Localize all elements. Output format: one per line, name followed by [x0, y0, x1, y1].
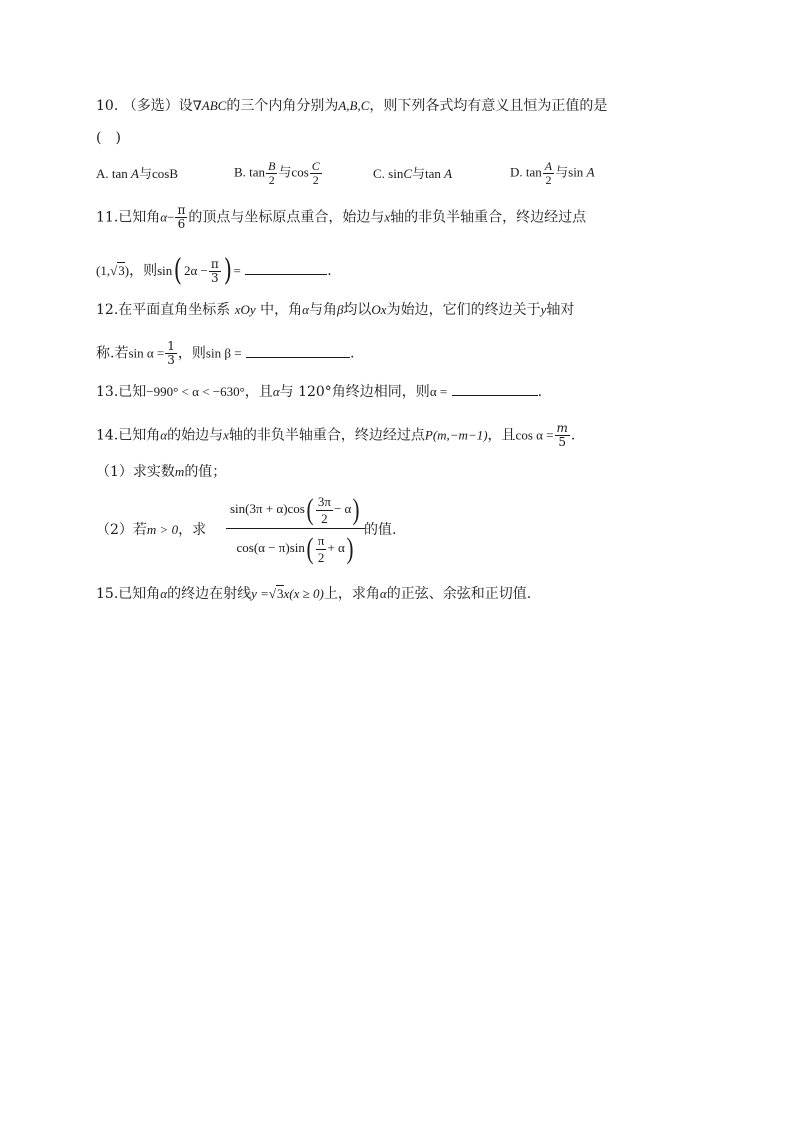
- q14-expression: sin(3π + α)cos( $\frac{3\pi}{2}$ − α) cos(α − π)sin( $\frac{\pi}{2}$ + α): [226, 492, 365, 565]
- q12-stem: 12.在平面直角坐标系 xOy 中，角α与角β均以Ox为始边，它们的终边关于y轴对: [96, 302, 575, 318]
- q10-stem: 10. （多选）设∇ABC的三个内角分别为A,B,C，则下列各式均有意义且恒为正值的是: [96, 98, 608, 114]
- q13-stem: 13.已知−990° < α < −630°，且α与 120°角终边相同，则α = .: [96, 384, 543, 400]
- q13-answer-blank[interactable]: [452, 383, 538, 396]
- q11-answer-blank[interactable]: [245, 262, 327, 275]
- q10-option-d: D. tan $\frac{A}{2}$ 与sin A: [510, 159, 595, 187]
- worksheet-page: 10. （多选）设∇ABC的三个内角分别为A,B,C，则下列各式均有意义且恒为正值的是 ( ) A. tan A与cosB B. tan $\frac{B}{2}$ 与cos $\frac{C}{2}$ C. sinC与tan A D. tan $\frac{A}{2}$ 与sin A 11.已知角α− $\frac{\pi}{6}$ 的顶点与坐标原点重合，始边与x轴的非负半轴重合，终边经过点 (1,√3)，则sin( 2α − $\frac{\pi}{3}$ ) = . 12.在平面直角坐标系 xOy 中，角α与角β均以Ox为始边，它们的终边关于y轴对 称.若sin α = $\frac{1}{3}$ ，则sin β = . 13.已知−990° < α < −630°，且α与 120°角终边相同，则α = . 14.已知角α的始边与x轴的非负半轴重合，终边经过点P(m,−m−1)，且cos α = $\frac{m}{5}$ . （1）求实数m的值； （2）若m > 0，求 sin(3π + α)cos( $\frac{3\pi}{2}$ − α) cos(α − π)sin( $\frac{\pi}{2}$ + α) 的值. 15.已知角α的终边在射线y =√3x(x ≥ 0)上，求角α的正弦、余弦和正切值.: [0, 0, 794, 1123]
- q12-question: 称.若sin α = $\frac{1}{3}$ ，则sin β = .: [96, 339, 355, 367]
- triangle-symbol: ∇ABC: [192, 98, 227, 113]
- q10-option-c: C. sinC与tan A: [373, 166, 453, 182]
- q12-answer-blank[interactable]: [246, 345, 350, 358]
- q10-number: 10.: [96, 98, 119, 114]
- q14-part-1: （1）求实数m的值；: [96, 464, 227, 480]
- q10-option-b: B. tan $\frac{B}{2}$ 与cos $\frac{C}{2}$: [234, 159, 320, 187]
- q10-option-a: A. tan A与cosB: [96, 166, 178, 182]
- q11-stem: 11.已知角α− $\frac{\pi}{6}$ 的顶点与坐标原点重合，始边与x轴的非负半轴重合，终边经过点: [96, 203, 587, 231]
- q11-question: (1,√3)，则sin( 2α − $\frac{\pi}{3}$ ) = .: [96, 253, 332, 288]
- q10-answer-paren: ( ): [96, 130, 121, 146]
- q14-stem: 14.已知角α的始边与x轴的非负半轴重合，终边经过点P(m,−m−1)，且cos α = $\frac{m}{5}$ .: [96, 421, 576, 449]
- q15-stem: 15.已知角α的终边在射线y =√3x(x ≥ 0)上，求角α的正弦、余弦和正切值.: [96, 586, 532, 602]
- q10-options: [96, 160, 696, 194]
